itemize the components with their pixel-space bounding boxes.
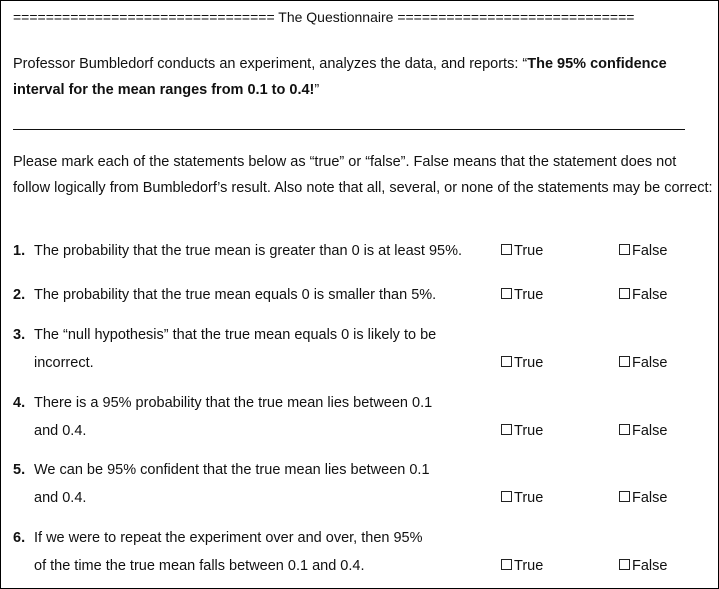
q5-true-option[interactable]: [501, 488, 543, 508]
intro-lead: Professor Bumbledorf conducts an experiment, analyzes the data, and reports: “: [13, 56, 528, 72]
q6-true-option[interactable]: [501, 556, 543, 576]
instructions-paragraph: Please mark each of the statements below as “true” or “false”. False means that the statement does not follow logically from Bumbledorf’s result. Also note that all, several, or none of the statements may be correct:: [13, 154, 713, 196]
q6-false-option[interactable]: [619, 556, 667, 576]
question-2: [13, 281, 483, 309]
question-text-continued: incorrect.: [34, 355, 94, 371]
checkbox-icon[interactable]: [501, 491, 512, 502]
option-label: False: [632, 558, 668, 574]
question-text: The probability that the true mean equals 0 is smaller than 5%.: [34, 287, 437, 303]
option-label: False: [632, 423, 668, 439]
checkbox-icon[interactable]: [619, 244, 630, 255]
question-text: If we were to repeat the experiment over and over, then 95%: [34, 530, 423, 546]
q1-false-option[interactable]: [619, 241, 667, 261]
option-label: True: [514, 243, 544, 259]
option-label: True: [514, 490, 544, 506]
question-6: [13, 524, 483, 580]
checkbox-icon[interactable]: [501, 559, 512, 570]
checkbox-icon[interactable]: [619, 356, 630, 367]
question-text: The “null hypothesis” that the true mean equals 0 is likely to be: [34, 327, 437, 343]
q2-false-option[interactable]: [619, 285, 667, 305]
question-number: 4.: [13, 395, 26, 411]
question-number: 5.: [13, 462, 26, 478]
question-number: 1.: [13, 243, 26, 259]
intro-paragraph: [13, 51, 703, 103]
question-text-continued: and 0.4.: [34, 490, 87, 506]
intro-quote: The 95% confidence interval for the mean ranges from 0.1 to 0.4!: [13, 56, 667, 98]
option-label: False: [632, 355, 668, 371]
q4-true-option[interactable]: [501, 421, 543, 441]
checkbox-icon[interactable]: [501, 288, 512, 299]
question-number: 3.: [13, 327, 26, 343]
question-text: We can be 95% confident that the true mean lies between 0.1: [34, 462, 430, 478]
option-label: True: [514, 423, 544, 439]
checkbox-icon[interactable]: [619, 424, 630, 435]
checkbox-icon[interactable]: [501, 244, 512, 255]
questionnaire-header: ================================ The Questionnaire =============================: [13, 9, 635, 25]
checkbox-icon[interactable]: [619, 559, 630, 570]
question-1: [13, 237, 483, 265]
question-4: [13, 389, 483, 445]
q4-false-option[interactable]: [619, 421, 667, 441]
option-label: True: [514, 355, 544, 371]
question-text: There is a 95% probability that the true mean lies between 0.1: [34, 395, 433, 411]
q3-true-option[interactable]: [501, 353, 543, 373]
checkbox-icon[interactable]: [501, 424, 512, 435]
q1-true-option[interactable]: [501, 241, 543, 261]
option-label: True: [514, 287, 544, 303]
question-number: 6.: [13, 530, 26, 546]
question-text-continued: of the time the true mean falls between 0.1 and 0.4.: [34, 558, 365, 574]
option-label: True: [514, 558, 544, 574]
q3-false-option[interactable]: [619, 353, 667, 373]
q5-false-option[interactable]: [619, 488, 667, 508]
option-label: False: [632, 287, 668, 303]
option-label: False: [632, 490, 668, 506]
question-3: [13, 321, 483, 377]
divider-line: [13, 129, 685, 130]
option-label: False: [632, 243, 668, 259]
question-number: 2.: [13, 287, 26, 303]
question-text: The probability that the true mean is greater than 0 is at least 95%.: [34, 243, 462, 259]
checkbox-icon[interactable]: [619, 288, 630, 299]
intro-tail: ”: [314, 82, 320, 98]
checkbox-icon[interactable]: [501, 356, 512, 367]
question-5: [13, 456, 483, 512]
q2-true-option[interactable]: [501, 285, 543, 305]
checkbox-icon[interactable]: [619, 491, 630, 502]
question-text-continued: and 0.4.: [34, 423, 87, 439]
